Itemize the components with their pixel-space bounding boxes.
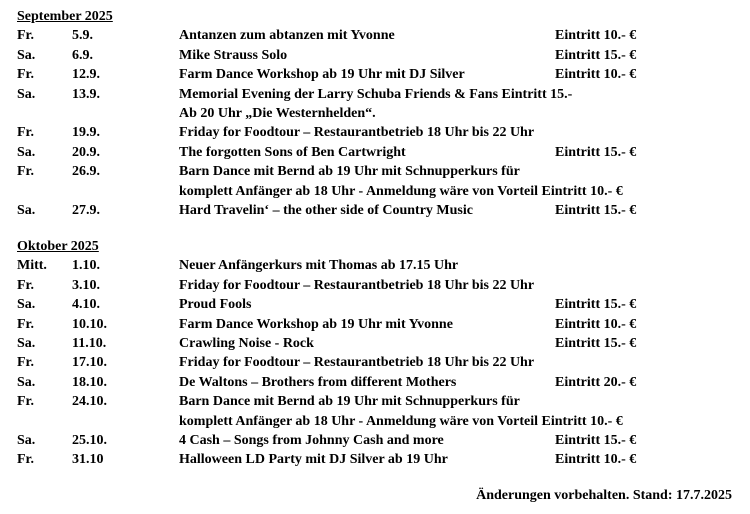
event-date: 11.10. xyxy=(72,336,107,351)
event-fee: Eintritt 15.- € xyxy=(555,297,637,313)
event-day: Sa. xyxy=(17,144,36,160)
event-continuation-text: Ab 20 Uhr „Die Westernhelden“. xyxy=(179,106,376,121)
event-row xyxy=(0,276,750,295)
event-row-continuation xyxy=(0,104,750,123)
event-continuation-text: komplett Anfänger ab 18 Uhr - Anmeldung wäre von Vorteil Eintritt 10.- € xyxy=(179,413,623,429)
event-day: Fr. xyxy=(17,67,34,83)
event-row xyxy=(0,431,750,450)
event-title: Friday for Foodtour – Restaurantbetrieb 18 Uhr bis 22 Uhr xyxy=(179,355,535,371)
event-row xyxy=(0,353,750,372)
event-title: Mike Strauss Solo xyxy=(179,47,288,63)
event-title: Neuer Anfängerkurs mit Thomas ab 17.15 Uhr xyxy=(179,258,459,274)
event-fee: Eintritt 15.- € xyxy=(555,47,637,63)
event-row xyxy=(0,392,750,411)
event-row xyxy=(0,201,750,220)
event-fee: Eintritt 15.- € xyxy=(555,433,637,448)
event-row xyxy=(0,143,750,162)
event-date: 24.10. xyxy=(72,394,107,410)
event-fee: Eintritt 10.- € xyxy=(555,28,637,44)
event-row xyxy=(0,85,750,104)
event-date: 20.9. xyxy=(72,144,100,160)
event-row xyxy=(0,26,750,45)
event-day: Fr. xyxy=(17,125,34,141)
event-title: Barn Dance mit Bernd ab 19 Uhr mit Schnupperkurs für xyxy=(179,394,520,410)
event-day: Sa. xyxy=(17,47,36,63)
event-day: Sa. xyxy=(17,433,36,448)
event-day: Fr. xyxy=(17,316,34,332)
event-row xyxy=(0,373,750,392)
event-day: Sa. xyxy=(17,336,36,351)
event-title: Antanzen zum abtanzen mit Yvonne xyxy=(179,28,395,44)
event-date: 25.10. xyxy=(72,433,107,448)
event-date: 13.9. xyxy=(72,86,100,102)
event-day: Fr. xyxy=(17,452,34,468)
event-date: 5.9. xyxy=(72,28,93,44)
event-date: 17.10. xyxy=(72,355,107,371)
month-heading: Oktober 2025 xyxy=(17,239,99,254)
event-title: Halloween LD Party mit DJ Silver ab 19 Uhr xyxy=(179,452,448,468)
event-title: Friday for Foodtour – Restaurantbetrieb 18 Uhr bis 22 Uhr xyxy=(179,125,535,141)
event-title: Memorial Evening der Larry Schuba Friends & Fans Eintritt 15.- xyxy=(179,86,573,102)
event-fee: Eintritt 10.- € xyxy=(555,452,637,468)
event-day: Fr. xyxy=(17,394,34,410)
event-date: 12.9. xyxy=(72,67,100,83)
event-day: Mitt. xyxy=(17,258,47,274)
event-date: 4.10. xyxy=(72,297,100,313)
event-day: Fr. xyxy=(17,277,34,293)
event-row xyxy=(0,450,750,469)
event-row xyxy=(0,295,750,314)
event-row-continuation xyxy=(0,412,750,431)
event-date: 6.9. xyxy=(72,47,93,63)
event-fee: Eintritt 10.- € xyxy=(555,316,637,332)
event-title: The forgotten Sons of Ben Cartwright xyxy=(179,144,406,160)
event-continuation-text: komplett Anfänger ab 18 Uhr - Anmeldung wäre von Vorteil Eintritt 10.- € xyxy=(179,183,623,199)
event-title: Crawling Noise - Rock xyxy=(179,336,314,351)
event-title: Farm Dance Workshop ab 19 Uhr mit DJ Silver xyxy=(179,67,465,83)
event-row xyxy=(0,123,750,142)
event-date: 19.9. xyxy=(72,125,100,141)
event-row xyxy=(0,46,750,65)
event-date: 26.9. xyxy=(72,164,100,180)
event-title: Farm Dance Workshop ab 19 Uhr mit Yvonne xyxy=(179,316,453,332)
event-title: Barn Dance mit Bernd ab 19 Uhr mit Schnupperkurs für xyxy=(179,164,520,180)
event-row xyxy=(0,315,750,334)
footer-note: Änderungen vorbehalten. Stand: 17.7.2025 xyxy=(476,488,732,503)
event-fee: Eintritt 20.- € xyxy=(555,374,637,390)
month-heading: September 2025 xyxy=(17,9,113,24)
event-day: Fr. xyxy=(17,164,34,180)
event-day: Sa. xyxy=(17,297,36,313)
event-date: 18.10. xyxy=(72,374,107,390)
event-fee: Eintritt 15.- € xyxy=(555,203,637,218)
event-title: 4 Cash – Songs from Johnny Cash and more xyxy=(179,433,444,448)
event-date: 3.10. xyxy=(72,277,100,293)
event-date: 10.10. xyxy=(72,316,107,332)
event-row-continuation xyxy=(0,182,750,201)
event-title: De Waltons – Brothers from different Mothers xyxy=(179,374,457,390)
event-fee: Eintritt 15.- € xyxy=(555,336,637,351)
event-row xyxy=(0,65,750,84)
event-fee: Eintritt 10.- € xyxy=(555,67,637,83)
event-date: 27.9. xyxy=(72,203,100,218)
event-row xyxy=(0,256,750,275)
event-day: Sa. xyxy=(17,86,36,102)
event-row xyxy=(0,162,750,181)
event-day: Sa. xyxy=(17,374,36,390)
event-title: Hard Travelin‘ – the other side of Country Music xyxy=(179,203,473,218)
event-day: Sa. xyxy=(17,203,36,218)
event-title: Proud Fools xyxy=(179,297,252,313)
event-date: 31.10 xyxy=(72,452,104,468)
event-title: Friday for Foodtour – Restaurantbetrieb 18 Uhr bis 22 Uhr xyxy=(179,277,535,293)
event-day: Fr. xyxy=(17,28,34,44)
event-day: Fr. xyxy=(17,355,34,371)
event-row xyxy=(0,334,750,353)
event-date: 1.10. xyxy=(72,258,100,274)
event-fee: Eintritt 15.- € xyxy=(555,144,637,160)
